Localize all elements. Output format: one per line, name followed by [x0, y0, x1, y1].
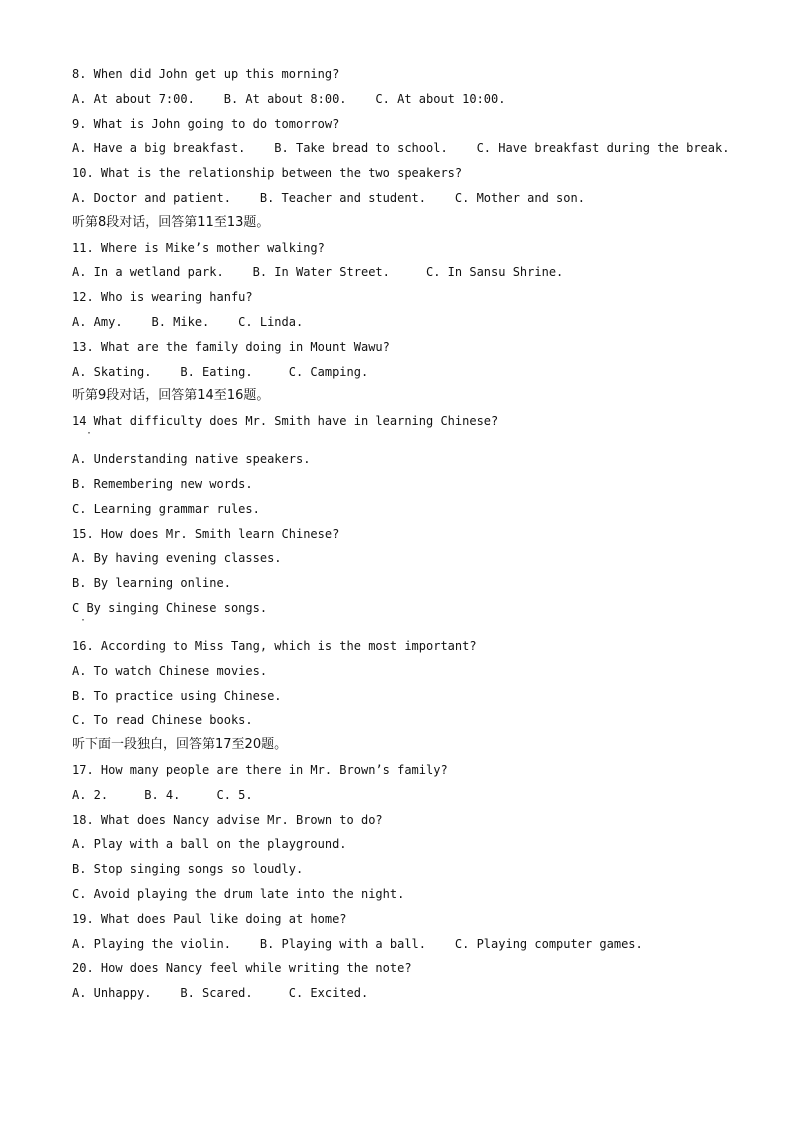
option-16-a: A. To watch Chinese movies.	[72, 663, 268, 678]
options-9: A. Have a big breakfast. B. Take bread to school. C. Have breakfast during the break.	[72, 141, 730, 156]
option-15-c-text: C By singing Chinese songs.	[72, 600, 268, 615]
exam-page	[72, 64, 772, 1008]
question-8: 8. When did John get up this morning?	[72, 67, 340, 81]
question-19: 19. What does Paul like doing at home?	[72, 911, 347, 926]
options-11: A. In a wetland park. B. In Water Street. C. In Sansu Shrine.	[72, 265, 564, 280]
option-18-b: B. Stop singing songs so loudly.	[72, 862, 304, 877]
option-16-b: B. To practice using Chinese.	[72, 688, 282, 703]
stray-dot-mark: ·	[86, 428, 93, 440]
question-17: 17. How many people are there in Mr. Brown’s family?	[72, 762, 448, 777]
options-10: A. Doctor and patient. B. Teacher and student. C. Mother and son.	[72, 190, 585, 205]
question-10: 10. What is the relationship between the two speakers?	[72, 166, 463, 181]
options-13: A. Skating. B. Eating. C. Camping.	[72, 364, 369, 379]
question-18: 18. What does Nancy advise Mr. Brown to do?	[72, 812, 383, 827]
question-13: 13. What are the family doing in Mount Wawu?	[72, 339, 390, 354]
option-14-a: A. Understanding native speakers.	[72, 452, 311, 467]
question-11: 11. Where is Mike’s mother walking?	[72, 240, 325, 255]
section-heading-dialogue-9: 听第9段对话，回答第14至16题。	[72, 388, 270, 404]
options-8: A. At about 7:00. B. At about 8:00. C. At about 10:00.	[72, 91, 506, 106]
question-20: 20. How does Nancy feel while writing the note?	[72, 961, 412, 976]
option-15-c	[72, 598, 772, 636]
option-16-c: C. To read Chinese books.	[72, 713, 253, 728]
stray-dot-mark: ·	[80, 614, 87, 626]
question-16: 16. According to Miss Tang, which is the most important?	[72, 638, 477, 653]
option-14-b: B. Remembering new words.	[72, 476, 253, 491]
options-20: A. Unhappy. B. Scared. C. Excited.	[72, 986, 369, 1001]
section-heading-monologue: 听下面一段独白，回答第17至20题。	[72, 737, 288, 753]
question-12: 12. Who is wearing hanfu?	[72, 290, 253, 305]
options-12: A. Amy. B. Mike. C. Linda.	[72, 314, 304, 329]
option-18-a: A. Play with a ball on the playground.	[72, 837, 347, 852]
question-15: 15. How does Mr. Smith learn Chinese?	[72, 526, 340, 541]
question-14	[72, 411, 772, 449]
option-14-c: C. Learning grammar rules.	[72, 501, 260, 516]
options-17: A. 2. B. 4. C. 5.	[72, 787, 253, 802]
option-15-a: A. By having evening classes.	[72, 551, 282, 566]
options-19: A. Playing the violin. B. Playing with a ball. C. Playing computer games.	[72, 936, 643, 951]
question-9: 9. What is John going to do tomorrow?	[72, 116, 340, 131]
question-14-text: 14 What difficulty does Mr. Smith have in learning Chinese?	[72, 414, 499, 429]
option-18-c: C. Avoid playing the drum late into the night.	[72, 886, 405, 901]
section-heading-dialogue-8: 听第8段对话，回答第11至13题。	[72, 214, 270, 230]
option-15-b: B. By learning online.	[72, 576, 231, 591]
